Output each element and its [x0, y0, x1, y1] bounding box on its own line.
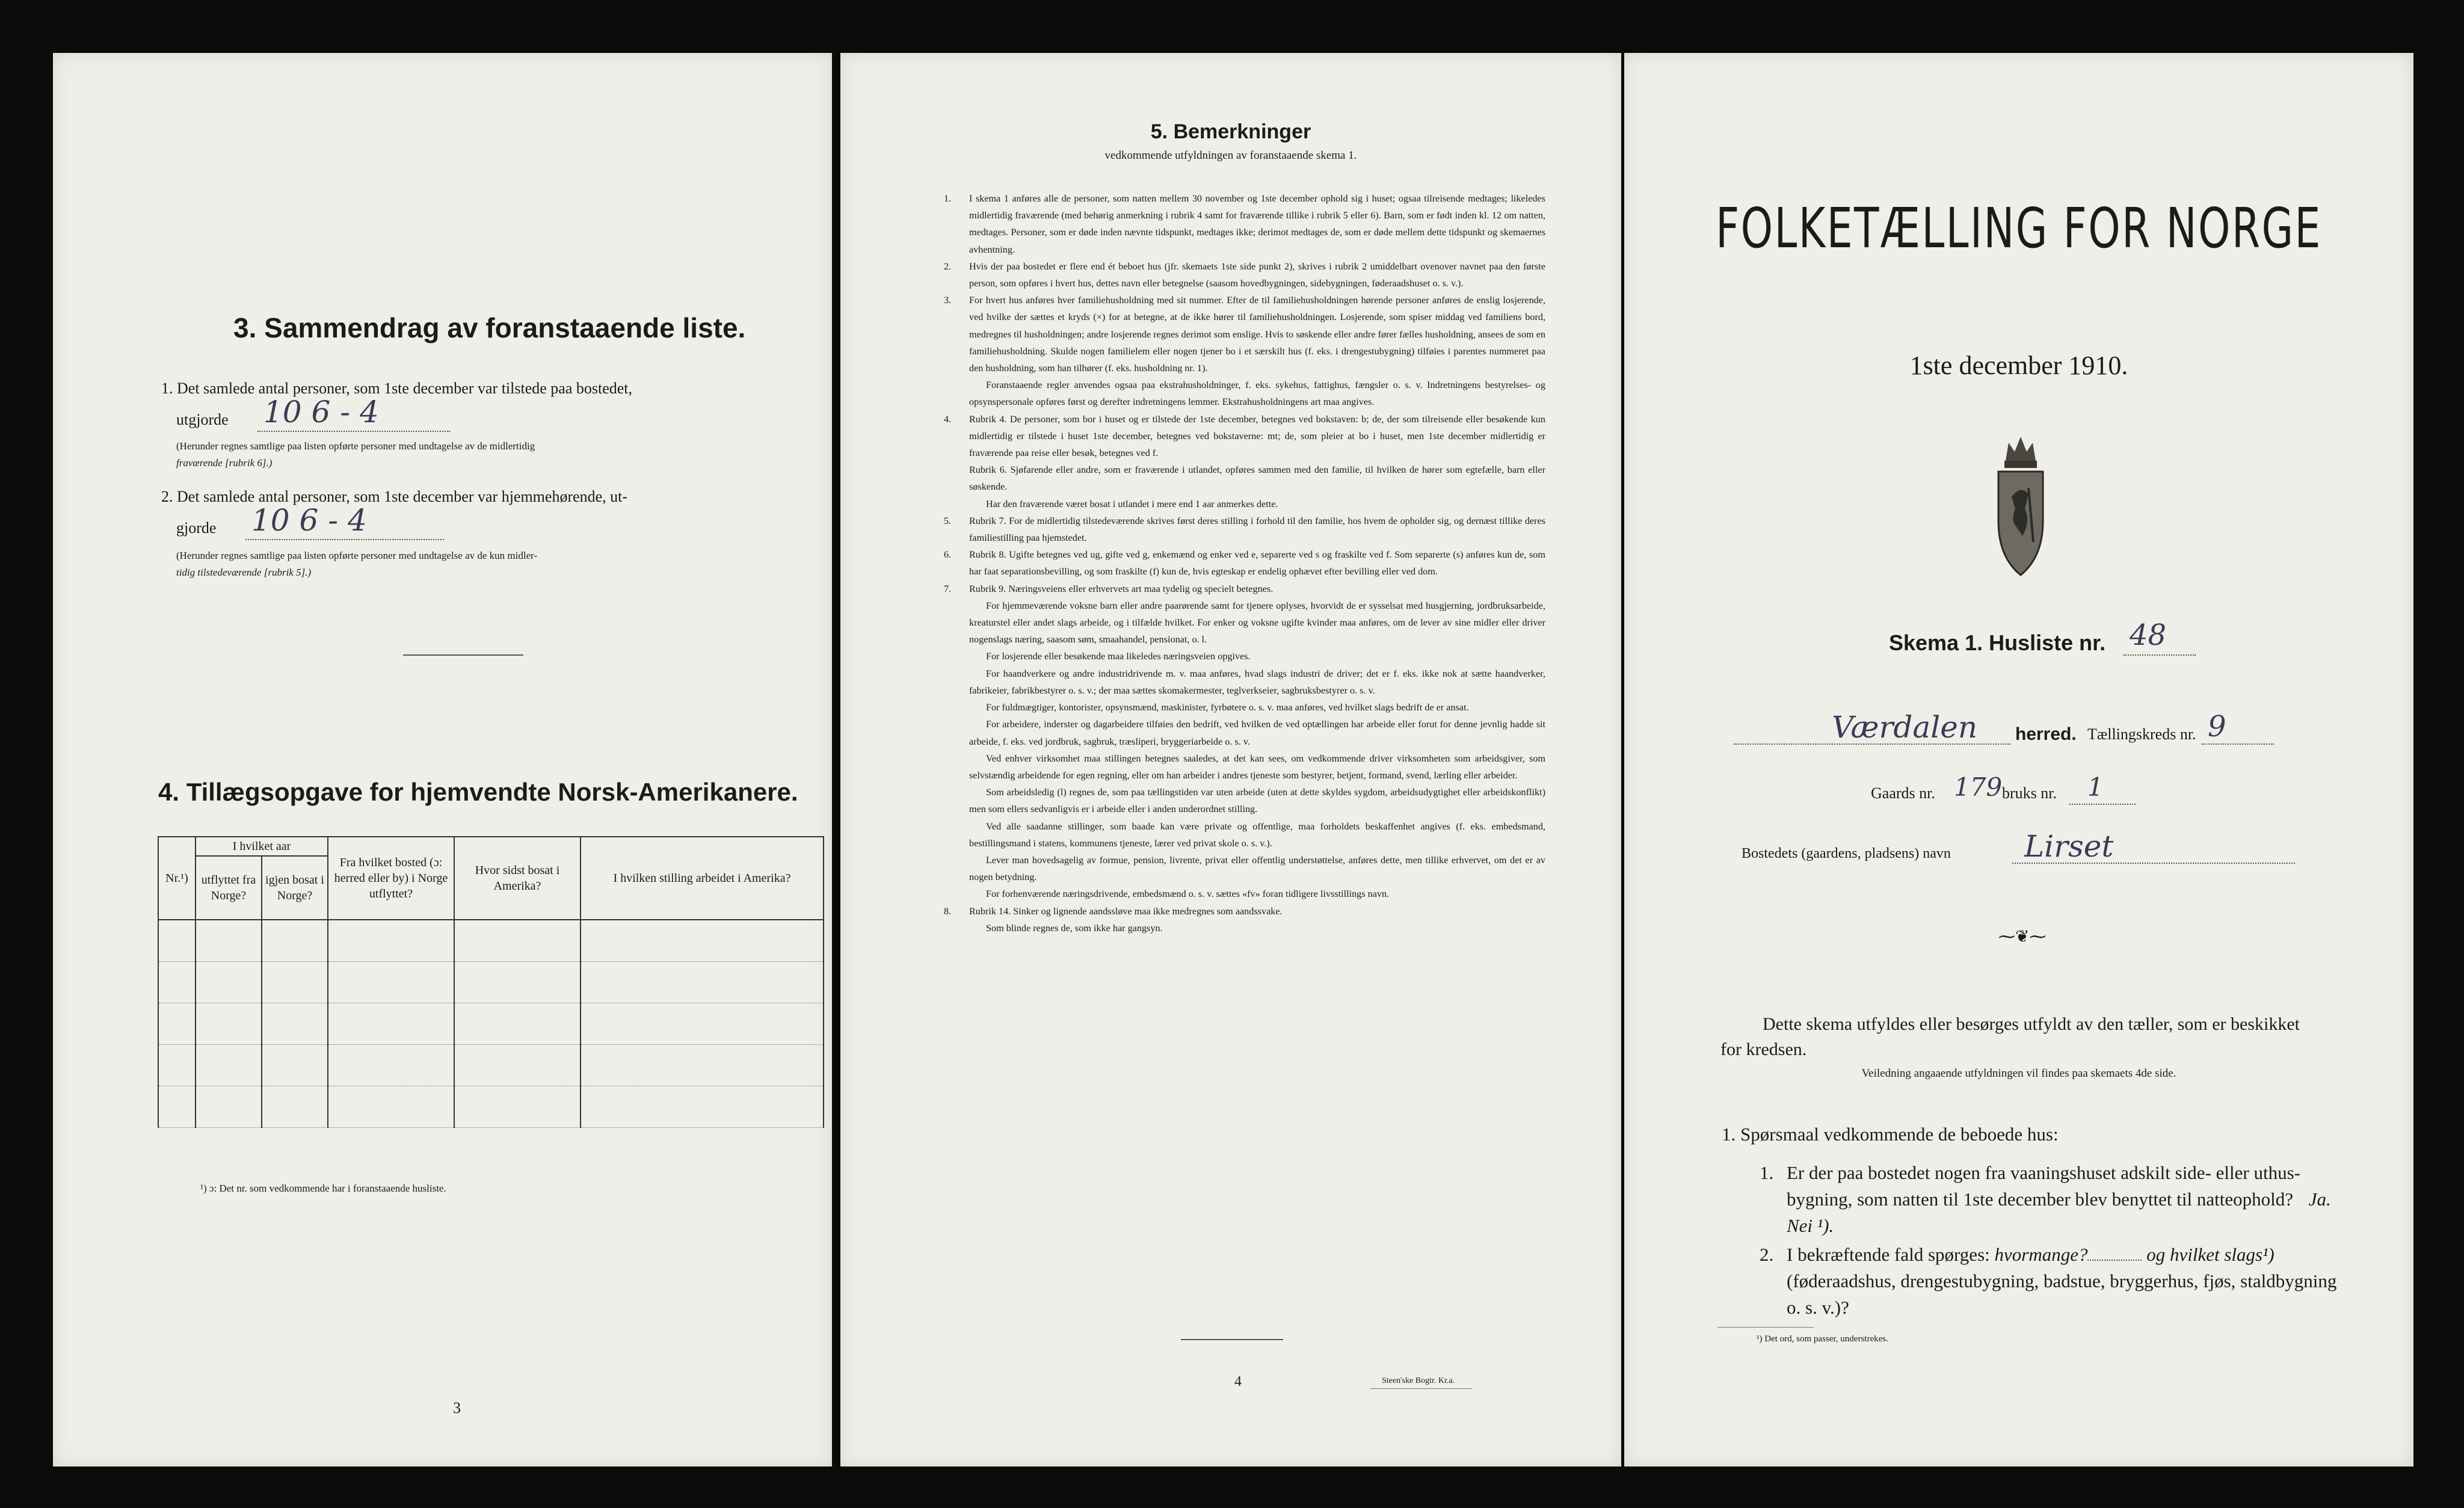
bosted-value: Lirset	[2024, 829, 2114, 864]
printer-mark: Steen'ske Bogtr. Kr.a.	[1382, 1376, 1455, 1385]
remark-4b: Rubrik 6. Sjøfarende eller andre, som er fraværende i utlandet, opføres sammen med den familie, til hvilken de hører som egtefælle, barn eller søskende.	[969, 464, 1545, 493]
right-page	[1624, 53, 2413, 1466]
remark-4c: Har den fraværende været bosat i utlandet i mere end 1 aar anmerkes dette.	[986, 498, 1278, 509]
question-2: 2. I bekræftende fald spørges: hvormange? og hvilket slags¹) (føderaadshus, drengestubygning, badstue, bryggerhus, fjøs, staldbygning o. s. v.)?	[1760, 1244, 2337, 1318]
herred-value: Værdalen	[1832, 710, 1978, 745]
husliste-number: 48	[2130, 618, 2167, 652]
bruks-value: 1	[2087, 772, 2104, 802]
gaards-label: Gaards nr.	[1871, 784, 1935, 802]
remark-7b: For losjerende eller besøkende maa likeledes næringsveien opgives.	[986, 651, 1251, 662]
summary-item-2-dotline	[245, 539, 444, 540]
summary-item-1: 1. Det samlede antal personer, som 1ste december var tilstede paa bostedet,	[161, 380, 633, 397]
section-4-title: 4. Tillægsopgave for hjemvendte Norsk-Amerikanere.	[158, 778, 798, 806]
table-row	[158, 1086, 824, 1128]
remark-5: 5. Rubrik 7. For de midlertidig tilstedeværende skrives først deres stilling i forhold til den familie, hos hvem de opholder sig, og dernæst tillike deres familiestilling paa hjemstedet.	[944, 515, 1545, 544]
footnote-rule	[1717, 1327, 1814, 1328]
divider-rule	[1181, 1339, 1283, 1340]
question-1: 1. Er der paa bostedet nogen fra vaaningshuset adskilt side- eller uthus-bygning, som natten til 1ste december blev benyttet til natteophold? Ja. Nei ¹).	[1760, 1162, 2331, 1236]
summary-item-2-gjorde: gjorde	[176, 519, 217, 537]
bruks-label: bruks nr.	[2002, 784, 2057, 802]
printer-rule	[1370, 1388, 1472, 1389]
section-3-title: 3. Sammendrag av foranstaaende liste.	[233, 312, 746, 343]
remark-4: 4. Rubrik 4. De personer, som bor i huset og er tilstede der 1ste december, betegnes ved bokstaven: b; de, der som tilreisende eller besøkende kun midlertidig er tilstede i huset 1ste december, betegnes ved bokstaverne: mt; de, som pleier at bo i huset, men 1ste december midlertidig er fraværende paa reise eller besøk, betegnes ved f.	[944, 413, 1545, 459]
remark-1: 1. I skema 1 anføres alle de personer, som natten mellem 30 november og 1ste december ophold sig i huset; ogsaa tilreisende medtages; likeledes midlertidig fraværende (med behørig anmerkning i rubrik 4 samt for fraværende tillike i rubrik 5 eller 6). Barn, som er født inden kl. 12 om natten, medtages. Personer, som er døde inden nævnte tidspunkt, medtages ikke; derimot medtages de, som er døde mellem dette tidspunkt og skemaernes avhentning.	[944, 193, 1545, 255]
summary-item-1-note-1: (Herunder regnes samtlige paa listen opførte personer med undtagelse av de midlertidig	[176, 440, 535, 452]
table-row	[158, 1003, 824, 1045]
col-utflyttet: utflyttet fra Norge?	[196, 856, 262, 920]
question-1-answer: Ja. Nei ¹).	[1787, 1189, 2331, 1236]
table-row	[158, 920, 824, 962]
husliste-dotline	[2124, 654, 2196, 656]
summary-item-2: 2. Det samlede antal personer, som 1ste december var hjemmehørende, ut-	[161, 488, 628, 505]
question-heading: 1. Spørsmaal vedkommende de beboede hus:	[1722, 1124, 2059, 1145]
summary-item-2-note-1: (Herunder regnes samtlige paa listen opførte personer med undtagelse av de kun midler-	[176, 550, 538, 561]
col-nr: Nr.¹)	[158, 837, 196, 920]
remark-7c: For haandverkere og andre industridrivende m. v. maa anføres, hvad slags industri de driver; det er f. eks. ikke nok at sætte haandverker, fabrikeier, fabrikbestyrer o. s. v.; der maa sættes skomakermester, teglverkseier, sagbruksbestyrer o. s. v.	[969, 668, 1545, 696]
middle-page	[840, 53, 1621, 1466]
gaards-value: 179	[1954, 772, 2003, 802]
page-number-3: 3	[453, 1399, 461, 1417]
remark-6: 6. Rubrik 8. Ugifte betegnes ved ug, gifte ved g, enkemænd og enker ved e, separerte ved s og fraskilte ved f. Som separerte (s) anføres kun de, som har faat separationsbevilling, og som fraskilte (f) kun de, hvis egteskap er endelig ophævet efter bevilling eller ved dom.	[944, 549, 1545, 577]
table-row	[158, 962, 824, 1003]
kreds-dotline	[2202, 743, 2274, 745]
bosted-label: Bostedets (gaardens, pladsens) navn	[1742, 846, 1951, 861]
summary-item-1-note-2: fraværende [rubrik 6].)	[176, 457, 273, 469]
remark-7d: For fuldmægtiger, kontorister, opsynsmænd, maskinister, fyrbøtere o. s. v. maa anføres, ved hvilket slags bedrift de er ansat.	[986, 702, 1469, 713]
bosted-dotline	[2012, 863, 2295, 864]
footnote: ¹) Det ord, som passer, understrekes.	[1757, 1334, 1888, 1344]
kreds-value: 9	[2208, 710, 2226, 743]
summary-item-1-value: 10 6 - 4	[263, 395, 379, 429]
bruks-dotline	[2069, 804, 2136, 805]
remark-7a: For hjemmeværende voksne barn eller andre paarørende samt for tjenere oplyses, hvorvidt de er sysselsat med husgjerning, jordbruksarbeide, kreaturstel eller andet slags arbeide, og i tilfælde hvilket. For enker og voksne ugifte kvinder maa anføres, om de lever av sine midler eller driver nogenslags næring, saasom søm, smaahandel, pensionat, o. l.	[969, 600, 1545, 645]
intro-note: Veiledning angaaende utfyldningen vil findes paa skemaets 4de side.	[1861, 1067, 2176, 1080]
remark-7: 7. Rubrik 9. Næringsveiens eller erhvervets art maa tydelig og specielt betegnes.	[944, 583, 1274, 594]
norsk-amerikanere-table	[158, 836, 824, 1128]
ornament-icon: ⁓❦⁓	[1998, 928, 2047, 946]
herred-label: herred.	[2015, 724, 2077, 744]
coat-of-arms-icon	[1994, 431, 2048, 581]
remark-8b: Som blinde regnes de, som ikke har gangsyn.	[986, 922, 1163, 934]
remark-7g: Som arbeidsledig (l) regnes de, som paa tællingstiden var uten arbeide (uten at dette skyldes sygdom, arbeidsudygtighet eller arbeidskonflikt) men som ellers sedvanligvis er i arbeide eller i anden underordnet stilling.	[969, 787, 1545, 815]
remark-7j: For forhenværende næringsdrivende, embedsmænd o. s. v. sættes «fv» foran tidligere livsstillings navn.	[986, 888, 1390, 900]
census-title: FOLKETÆLLING FOR NORGE	[1716, 196, 2322, 260]
summary-item-1-dotline	[257, 431, 450, 432]
divider-rule	[403, 654, 523, 656]
intro-text: Dette skema utfyldes eller besørges utfyldt av den tæller, som er beskikket for kredsen.	[1720, 1014, 2300, 1059]
table-footnote: ¹) ɔ: Det nr. som vedkommende har i foranstaaende husliste.	[200, 1183, 446, 1194]
col-sidst-bosat: Hvor sidst bosat i Amerika?	[454, 837, 581, 920]
summary-item-2-note-2: tidig tilstedeværende [rubrik 5].)	[176, 567, 312, 578]
remark-2: 2. Hvis der paa bostedet er flere end ét beboet hus (jfr. skemaets 1ste side punkt 2), skrives i rubrik 2 umiddelbart ovenover navnet paa den første person, som opføres i hvert hus, dettes navn eller betegnelse (saasom hovedbygningen, sidebygningen, føderaadshuset o. s. v.).	[944, 260, 1545, 289]
remark-3b: Foranstaaende regler anvendes ogsaa paa ekstrahusholdninger, f. eks. sykehus, fattighus, fængsler o. s. v. Indretningens bestyrelses- og opsynspersonale opføres først og derefter indretningens lemmer. Ekstrahusholdningens art maa angives.	[969, 380, 1545, 408]
remarks-body	[944, 190, 1545, 937]
table-row	[158, 1045, 824, 1086]
remark-7e: For arbeidere, inderster og dagarbeidere tilføies den bedrift, ved hvilken de ved optællingen har arbeide eller forut for denne jevnlig hadde sit arbeide, f. eks. ved jordbruk, sagbruk, træsliperi, bryggeriarbeide o. s. v.	[969, 719, 1545, 747]
remark-7i: Lever man hovedsagelig av formue, pension, livrente, privat eller offentlig understøttelse, anføres dette, men tillike erhvervet, om det er av nogen betydning.	[969, 854, 1545, 883]
col-stilling: I hvilken stilling arbeidet i Amerika?	[581, 837, 824, 920]
left-page	[53, 53, 832, 1466]
summary-item-2-value: 10 6 - 4	[251, 503, 367, 538]
remark-7f: Ved enhver virksomhet maa stillingen betegnes saaledes, at det kan sees, om vedkommende driver virksomheten som arbeidsgiver, som selvstændig arbeidende for egen regning, eller om han arbeider i andres tjeneste som bestyrer, betjent, formand, svend, lærling eller arbeider.	[969, 752, 1545, 781]
kreds-label: Tællingskreds nr.	[2087, 725, 2196, 743]
remarks-title: 5. Bemerkninger	[1150, 120, 1311, 143]
summary-item-1-utgjorde: utgjorde	[176, 411, 229, 428]
col-bosted: Fra hvilket bosted (ɔ: herred eller by) i Norge utflyttet?	[328, 837, 454, 920]
page-number-4: 4	[1234, 1374, 1242, 1390]
remark-7h: Ved alle saadanne stillinger, som baade kan være private og offentlige, maa forholdets beskaffenhet angives (f. eks. embedsmand, bestillingsmand i statens, kommunens tjeneste, lærer ved privat skole o. s. v.).	[969, 820, 1545, 849]
col-igjen-bosat: igjen bosat i Norge?	[262, 856, 328, 920]
census-date: 1ste december 1910.	[1909, 351, 2128, 380]
remarks-subtitle: vedkommende utfyldningen av foranstaaende skema 1.	[1104, 149, 1357, 162]
skema-label: Skema 1. Husliste nr.	[1889, 630, 2106, 655]
remark-8: 8. Rubrik 14. Sinker og lignende aandssløve maa ikke medregnes som aandssvake.	[944, 905, 1283, 917]
col-group-aar: I hvilket aar	[196, 837, 328, 856]
remark-3: 3. For hvert hus anføres hver familiehusholdning med sit nummer. Efter de til familiehusholdningen hørende personer anføres de enslig losjerende, ved hvilke der sættes et kryds (×) for at betegne, at de ikke hører til familiehusholdningen. Losjerende, som spiser middag ved familiens bord, medregnes til husholdningen; andre losjerende regnes derimot som enslige. Hvis to søskende eller andre fører fælles husholdning, ansees de som en familiehusholdning. Skulde nogen familielem eller nogen tjener bo i et særskilt hus (f. eks. i drengestubygning) tilføies i parentes nummeret paa den husholdning, som han tilhører (f. eks. husholdning nr. 1).	[944, 295, 1545, 374]
